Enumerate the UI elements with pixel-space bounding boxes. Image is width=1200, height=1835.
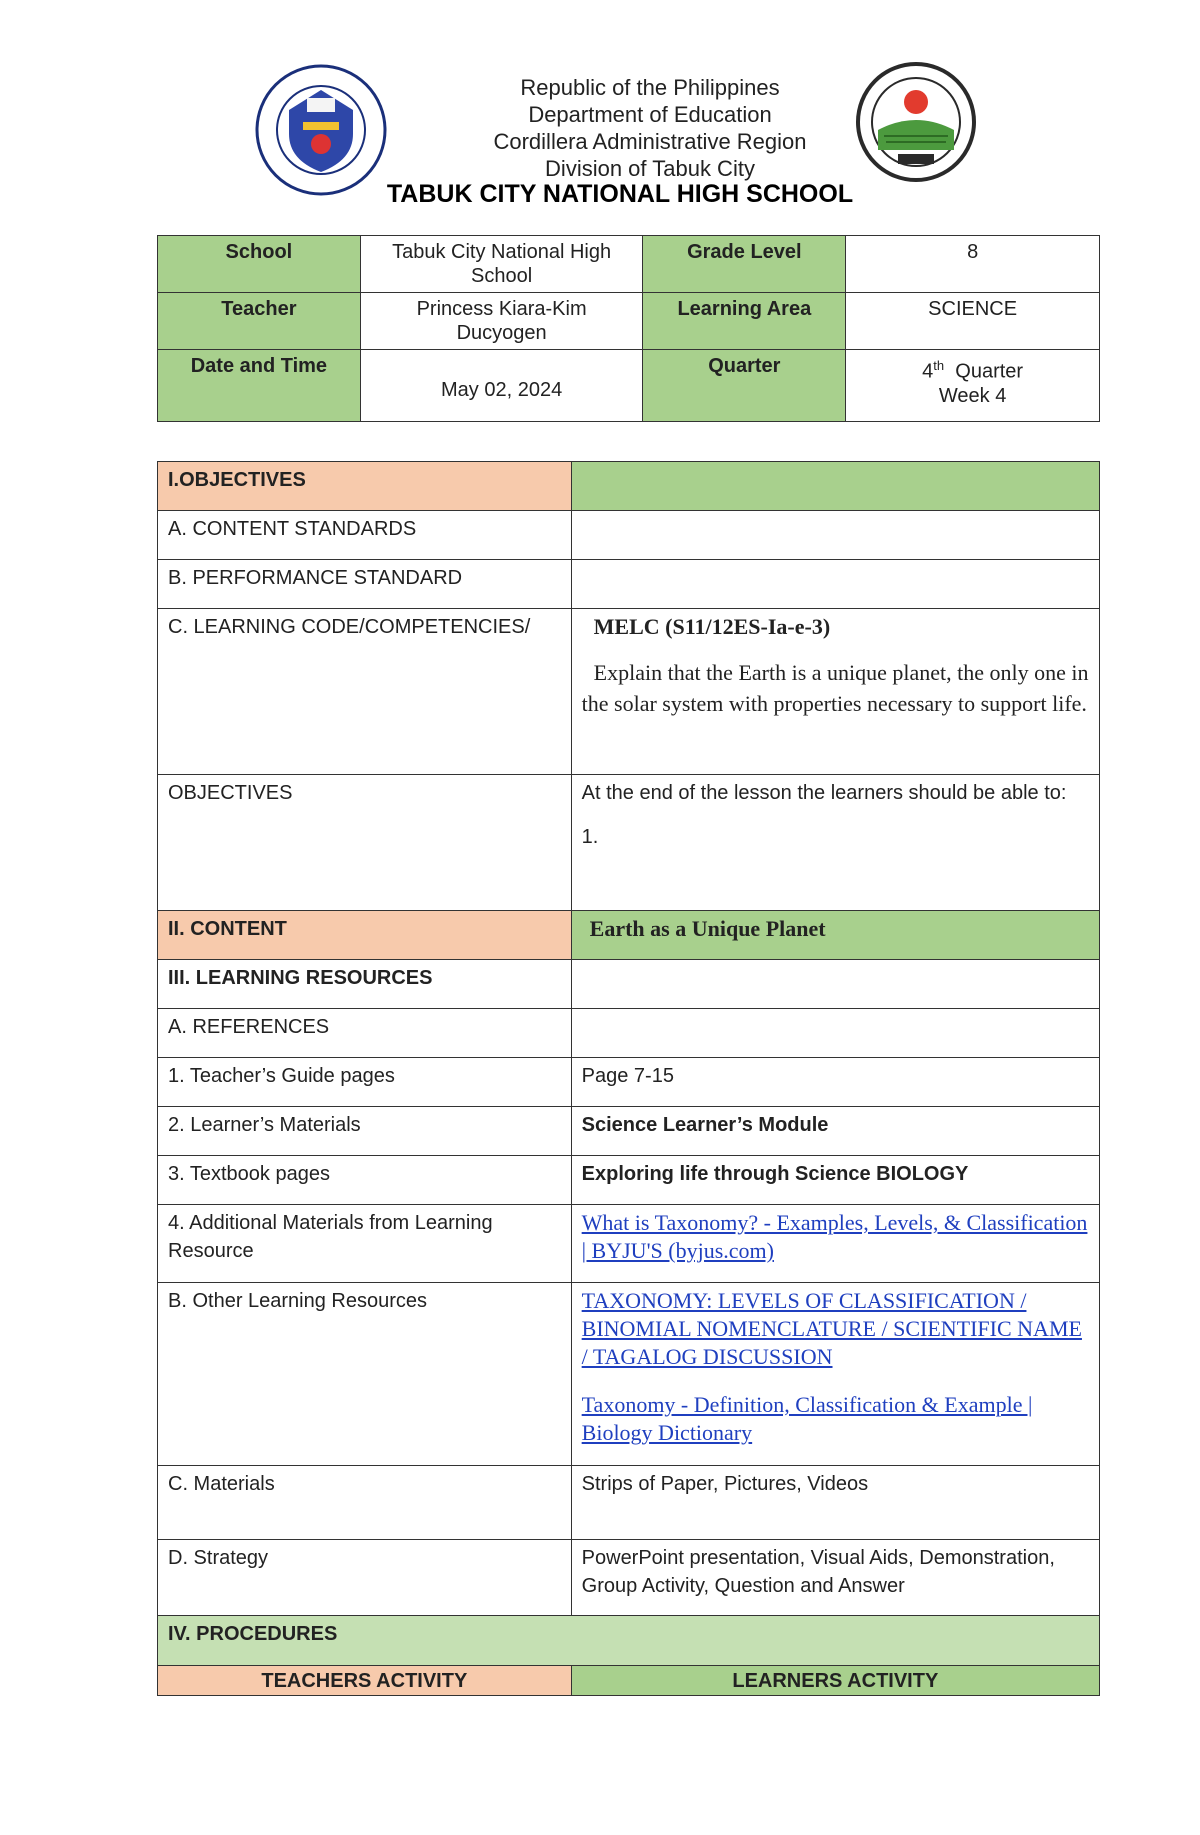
objectives-header-cell <box>571 462 1099 511</box>
performance-standard-value <box>571 560 1099 609</box>
melc-text: Explain that the Earth is a unique planet, the only one in the solar system with properties necessary to support life. <box>581 660 1089 716</box>
lesson-plan-table <box>157 461 1100 1696</box>
teacher-value: Princess Kiara-Kim Ducyogen <box>360 293 643 350</box>
quarter-number: 4 <box>922 360 934 383</box>
quarter-suffix: th <box>933 358 945 373</box>
header-line: Department of Education <box>528 102 772 127</box>
byjus-taxonomy-link[interactable]: What is Taxonomy? - Examples, Levels, & Classification | BYJU'S (byjus.com) <box>581 1210 1088 1263</box>
tcnhs-seal-icon <box>856 62 976 182</box>
other-resources-value <box>571 1283 1099 1466</box>
content-header: II. CONTENT <box>158 911 572 960</box>
header-line: Division of Tabuk City <box>545 156 755 181</box>
grade-level-label: Grade Level <box>643 236 846 293</box>
header-line: Republic of the Philippines <box>520 75 780 100</box>
school-value: Tabuk City National High School <box>360 236 643 293</box>
date-time-value <box>360 350 643 422</box>
learners-materials-label: 2. Learner’s Materials <box>158 1107 572 1156</box>
objectives-label: OBJECTIVES <box>158 775 572 911</box>
info-table <box>157 235 1100 422</box>
content-standards-value <box>571 511 1099 560</box>
header-address <box>380 74 920 182</box>
performance-standard-label: B. PERFORMANCE STANDARD <box>158 560 572 609</box>
learning-code-label: C. LEARNING CODE/COMPETENCIES/ <box>158 609 572 775</box>
strategy-value: PowerPoint presentation, Visual Aids, Demonstration, Group Activity, Question and Answer <box>571 1540 1099 1616</box>
other-resources-label: B. Other Learning Resources <box>158 1283 572 1466</box>
quarter-label: Quarter <box>643 350 846 422</box>
additional-materials-label: 4. Additional Materials from Learning Resource <box>158 1205 572 1283</box>
teacher-label: Teacher <box>158 293 361 350</box>
grade-level-value: 8 <box>846 236 1100 293</box>
textbook-pages-label: 3. Textbook pages <box>158 1156 572 1205</box>
quarter-line <box>856 354 1089 384</box>
header-line: Cordillera Administrative Region <box>493 129 807 154</box>
quarter-word: Quarter <box>955 360 1024 383</box>
objectives-intro: At the end of the lesson the learners should be able to: <box>581 782 1067 804</box>
date-value-text: May 02, 2024 <box>441 379 563 401</box>
learning-area-value: SCIENCE <box>846 293 1100 350</box>
objectives-header: I.OBJECTIVES <box>158 462 572 511</box>
school-title: TABUK CITY NATIONAL HIGH SCHOOL <box>386 180 854 208</box>
additional-materials-value <box>571 1205 1099 1283</box>
taxonomy-levels-link[interactable]: TAXONOMY: LEVELS OF CLASSIFICATION / BINOMIAL NOMENCLATURE / SCIENTIFIC NAME / TAGALOG DISCUSSION <box>581 1288 1082 1369</box>
teachers-activity-header: TEACHERS ACTIVITY <box>158 1666 572 1696</box>
objectives-item: 1. <box>581 826 599 848</box>
content-standards-label: A. CONTENT STANDARDS <box>158 511 572 560</box>
procedures-header: IV. PROCEDURES <box>158 1616 1100 1666</box>
references-label: A. REFERENCES <box>158 1009 572 1058</box>
materials-label: C. Materials <box>158 1466 572 1540</box>
school-label: School <box>158 236 361 293</box>
textbook-pages-value: Exploring life through Science BIOLOGY <box>571 1156 1099 1205</box>
teachers-guide-label: 1. Teacher’s Guide pages <box>158 1058 572 1107</box>
content-topic: Earth as a Unique Planet <box>589 916 826 941</box>
quarter-value <box>846 350 1100 422</box>
biology-dictionary-link[interactable]: Taxonomy - Definition, Classification & Example | Biology Dictionary <box>581 1392 1033 1445</box>
learners-materials-value: Science Learner’s Module <box>571 1107 1099 1156</box>
document-header <box>0 60 1200 220</box>
learning-resources-header: III. LEARNING RESOURCES <box>158 960 572 1009</box>
date-time-label: Date and Time <box>158 350 361 422</box>
learning-code-value <box>571 609 1099 775</box>
quarter-week: Week 4 <box>938 384 1007 407</box>
objectives-value <box>571 775 1099 911</box>
learning-area-label: Learning Area <box>643 293 846 350</box>
learners-activity-header: LEARNERS ACTIVITY <box>571 1666 1099 1696</box>
content-value <box>571 911 1099 960</box>
melc-code: MELC (S11/12ES-Ia-e-3) <box>593 614 831 639</box>
teachers-guide-value: Page 7-15 <box>571 1058 1099 1107</box>
materials-value: Strips of Paper, Pictures, Videos <box>571 1466 1099 1540</box>
strategy-label: D. Strategy <box>158 1540 572 1616</box>
deped-seal-icon <box>255 64 387 196</box>
references-value <box>571 1009 1099 1058</box>
learning-resources-value <box>571 960 1099 1009</box>
